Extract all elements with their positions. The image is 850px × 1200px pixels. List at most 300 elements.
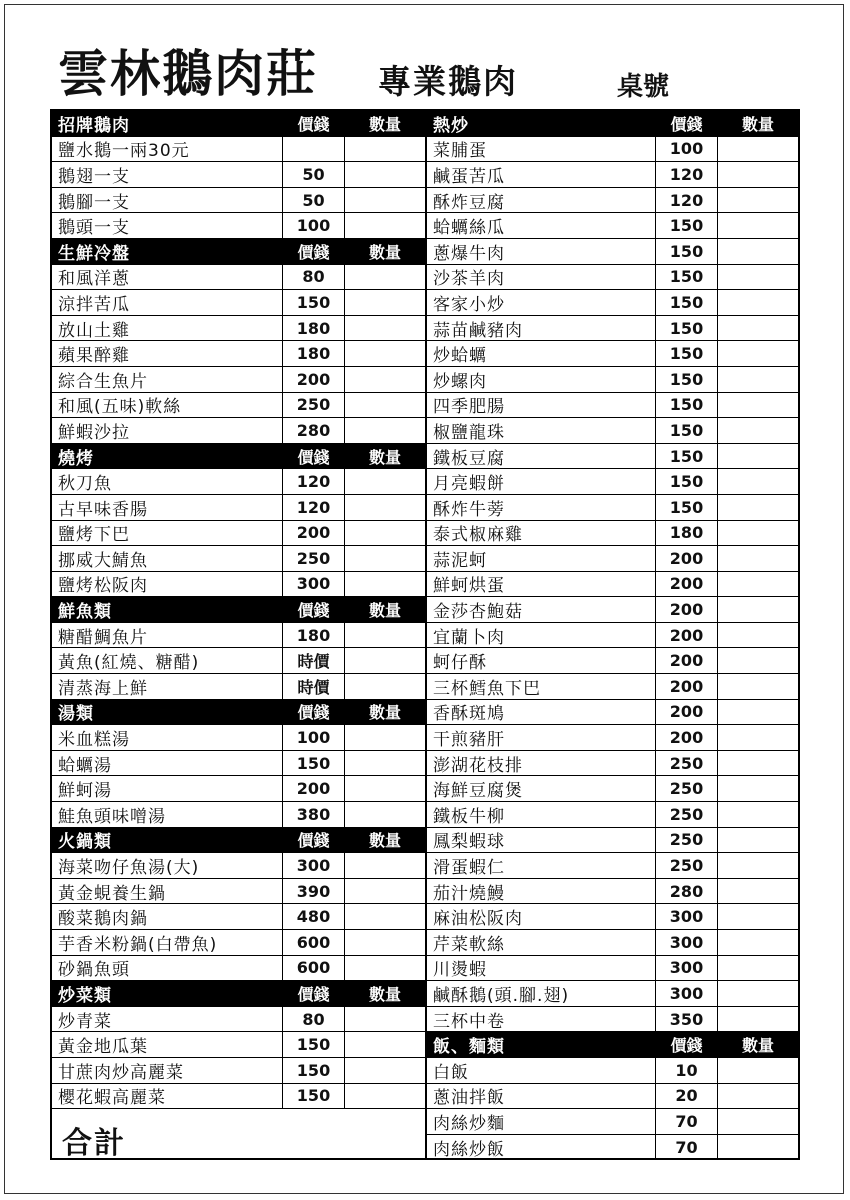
menu-item-row — [52, 1058, 425, 1084]
menu-item-row — [427, 572, 798, 598]
menu-item-name: 炒蛤蠣 — [433, 346, 487, 366]
quantity-field[interactable] — [344, 162, 425, 187]
menu-item-name: 澎湖花枝排 — [433, 755, 523, 776]
menu-item-price: 300 — [655, 956, 717, 981]
menu-item-price: 180 — [282, 316, 344, 341]
menu-item-row — [52, 623, 425, 649]
menu-item-name: 涼拌苦瓜 — [58, 294, 130, 315]
section-title: 火鍋類 — [58, 832, 112, 853]
menu-item-price: 200 — [282, 521, 344, 546]
menu-item-row — [52, 674, 425, 700]
menu-item-row — [427, 904, 798, 930]
quantity-field[interactable] — [717, 802, 798, 827]
menu-item-name: 米血糕湯 — [58, 730, 130, 750]
menu-item-row — [52, 367, 425, 393]
menu-item-name: 蘋果醉雞 — [58, 346, 130, 366]
menu-item-price: 70 — [655, 1135, 717, 1160]
menu-item-name: 宜蘭卜肉 — [433, 627, 505, 648]
quantity-field[interactable] — [344, 1058, 425, 1083]
quantity-field[interactable] — [344, 572, 425, 597]
menu-item-row — [52, 546, 425, 572]
section-header — [52, 597, 425, 623]
menu-item-price: 120 — [282, 469, 344, 494]
menu-item-price: 300 — [655, 904, 717, 929]
menu-item-price: 180 — [282, 623, 344, 648]
menu-item-price: 600 — [282, 956, 344, 981]
menu-item-name: 鮮蚵湯 — [58, 781, 112, 802]
section-header — [52, 700, 425, 726]
menu-item-name: 三杯鱈魚下巴 — [433, 678, 541, 699]
quantity-field[interactable] — [344, 521, 425, 546]
menu-item-row — [427, 367, 798, 393]
menu-item-price: 50 — [282, 162, 344, 187]
menu-item-name: 海鮮豆腐煲 — [433, 781, 523, 802]
menu-item-row — [427, 290, 798, 316]
menu-item-name: 挪威大鯖魚 — [58, 550, 148, 571]
menu-item-row — [52, 648, 425, 674]
quantity-field[interactable] — [344, 341, 425, 366]
price-column-header: 價錢 — [655, 1032, 717, 1057]
menu-item-row — [427, 853, 798, 879]
quantity-field[interactable] — [717, 341, 798, 366]
quantity-field[interactable] — [717, 930, 798, 955]
quantity-column-header: 數量 — [344, 111, 425, 136]
quantity-field[interactable] — [344, 956, 425, 981]
menu-item-row — [427, 393, 798, 419]
menu-item-price: 150 — [655, 341, 717, 366]
menu-item-row — [427, 802, 798, 828]
quantity-field[interactable] — [717, 393, 798, 418]
quantity-column-header: 數量 — [344, 981, 425, 1006]
menu-item-name: 蛤蠣湯 — [58, 755, 112, 776]
menu-item-name: 黃魚(紅燒、糖醋) — [58, 653, 200, 674]
menu-item-price: 200 — [282, 776, 344, 801]
menu-item-name: 香酥斑鳩 — [433, 704, 505, 725]
menu-item-price: 80 — [282, 265, 344, 290]
quantity-field[interactable] — [717, 1135, 798, 1160]
menu-item-name: 蛤蠣絲瓜 — [433, 218, 505, 238]
menu-item-name: 炒青菜 — [58, 1011, 112, 1032]
menu-item-name: 沙茶羊肉 — [433, 269, 505, 290]
quantity-column-header: 數量 — [344, 239, 425, 264]
menu-item-name: 鵝頭一支 — [58, 218, 130, 238]
quantity-field[interactable] — [344, 930, 425, 955]
quantity-field[interactable] — [717, 418, 798, 443]
menu-item-price: 250 — [655, 751, 717, 776]
menu-item-name: 清蒸海上鮮 — [58, 678, 148, 699]
menu-item-row — [52, 1084, 425, 1110]
menu-item-name: 鮮蝦沙拉 — [58, 422, 130, 443]
quantity-field[interactable] — [717, 1058, 798, 1083]
menu-item-name: 茄汁燒鰻 — [433, 883, 505, 904]
menu-item-price: 180 — [655, 521, 717, 546]
menu-item-name: 四季肥腸 — [433, 397, 505, 418]
menu-item-name: 芋香米粉鍋(白帶魚) — [58, 934, 218, 955]
menu-item-name: 黃金地瓜葉 — [58, 1037, 148, 1057]
menu-item-row — [427, 1007, 798, 1033]
price-column-header: 價錢 — [282, 111, 344, 136]
price-column-header: 價錢 — [282, 597, 344, 622]
quantity-field[interactable] — [344, 367, 425, 392]
menu-item-name: 鐵板豆腐 — [433, 448, 505, 469]
menu-item-name: 綜合生魚片 — [58, 371, 148, 392]
table-number-label: 桌號 — [617, 72, 670, 102]
quantity-field[interactable] — [344, 1007, 425, 1032]
menu-item-row — [52, 1032, 425, 1058]
menu-item-row — [427, 956, 798, 982]
quantity-field[interactable] — [717, 572, 798, 597]
quantity-field[interactable] — [344, 418, 425, 443]
menu-item-price: 280 — [282, 418, 344, 443]
quantity-field[interactable] — [717, 188, 798, 213]
quantity-field[interactable] — [717, 1007, 798, 1032]
menu-item-price: 150 — [655, 316, 717, 341]
quantity-column-header: 數量 — [344, 444, 425, 469]
section-title: 招牌鵝肉 — [58, 115, 130, 136]
quantity-field[interactable] — [344, 290, 425, 315]
menu-item-row — [427, 444, 798, 470]
menu-item-name: 蔥爆牛肉 — [433, 243, 505, 264]
menu-item-row — [427, 648, 798, 674]
menu-item-row — [427, 137, 798, 163]
quantity-field[interactable] — [717, 367, 798, 392]
quantity-field[interactable] — [344, 188, 425, 213]
menu-item-name: 肉絲炒飯 — [433, 1139, 505, 1160]
quantity-field[interactable] — [717, 316, 798, 341]
menu-item-name: 白飯 — [433, 1062, 469, 1083]
menu-item-row — [52, 930, 425, 956]
menu-item-price: 100 — [282, 213, 344, 238]
section-title: 炒菜類 — [58, 985, 112, 1006]
section-title: 熱炒 — [433, 115, 469, 136]
menu-item-name: 滑蛋蝦仁 — [433, 858, 505, 878]
menu-item-price: 120 — [282, 495, 344, 520]
menu-item-row — [427, 495, 798, 521]
menu-item-row — [52, 418, 425, 444]
menu-item-row — [427, 316, 798, 342]
menu-item-name: 酸菜鵝肉鍋 — [58, 909, 148, 929]
right-menu-column — [425, 111, 798, 1160]
menu-item-row — [52, 265, 425, 291]
quantity-field[interactable] — [717, 495, 798, 520]
menu-item-name: 泰式椒麻雞 — [433, 525, 523, 546]
menu-item-row — [52, 776, 425, 802]
menu-item-price: 180 — [282, 341, 344, 366]
quantity-field[interactable] — [344, 802, 425, 827]
menu-item-price: 時價 — [282, 674, 344, 699]
menu-item-name: 麻油松阪肉 — [433, 909, 523, 929]
menu-item-price: 250 — [282, 546, 344, 571]
quantity-field[interactable] — [344, 853, 425, 878]
menu-item-row — [427, 1084, 798, 1110]
quantity-field[interactable] — [344, 623, 425, 648]
menu-item-row — [427, 700, 798, 726]
quantity-field[interactable] — [717, 904, 798, 929]
menu-item-name: 蚵仔酥 — [433, 653, 487, 674]
menu-item-row — [427, 1135, 798, 1161]
menu-item-name: 鮮蚵烘蛋 — [433, 576, 505, 597]
section-header — [52, 239, 425, 265]
menu-item-name: 三杯中卷 — [433, 1011, 505, 1032]
menu-item-row — [52, 802, 425, 828]
quantity-field[interactable] — [717, 1084, 798, 1109]
menu-item-row — [52, 725, 425, 751]
menu-item-row — [52, 1007, 425, 1033]
menu-item-row — [52, 213, 425, 239]
menu-item-row — [52, 879, 425, 905]
menu-item-name: 酥炸豆腐 — [433, 192, 505, 213]
menu-item-price: 100 — [282, 725, 344, 750]
menu-item-row — [52, 290, 425, 316]
menu-item-price — [282, 137, 344, 162]
menu-item-price: 390 — [282, 879, 344, 904]
menu-item-row — [427, 213, 798, 239]
menu-item-name: 鳳梨蝦球 — [433, 832, 505, 853]
price-column-header: 價錢 — [282, 828, 344, 853]
menu-item-row — [427, 776, 798, 802]
menu-item-row — [52, 469, 425, 495]
quantity-field[interactable] — [717, 469, 798, 494]
menu-item-row — [52, 495, 425, 521]
menu-item-price: 120 — [655, 162, 717, 187]
menu-item-name: 鮭魚頭味噌湯 — [58, 806, 166, 827]
menu-item-name: 蒜泥蚵 — [433, 550, 487, 571]
section-header — [52, 444, 425, 470]
quantity-field[interactable] — [717, 137, 798, 162]
menu-item-price: 時價 — [282, 648, 344, 673]
menu-item-name: 干煎豬肝 — [433, 730, 505, 750]
quantity-field[interactable] — [344, 546, 425, 571]
quantity-column-header: 數量 — [344, 828, 425, 853]
quantity-field[interactable] — [717, 546, 798, 571]
menu-item-price: 150 — [655, 265, 717, 290]
menu-item-price: 150 — [655, 393, 717, 418]
quantity-field[interactable] — [344, 495, 425, 520]
menu-item-price: 200 — [655, 648, 717, 673]
menu-item-price: 150 — [655, 469, 717, 494]
menu-item-name: 古早味香腸 — [58, 499, 148, 520]
quantity-column-header: 數量 — [344, 597, 425, 622]
menu-item-row — [52, 904, 425, 930]
menu-item-name: 砂鍋魚頭 — [58, 960, 130, 981]
quantity-field[interactable] — [344, 879, 425, 904]
menu-item-name: 和風洋蔥 — [58, 269, 130, 290]
menu-item-name: 酥炸牛蒡 — [433, 499, 505, 520]
quantity-field[interactable] — [344, 137, 425, 162]
menu-item-name: 客家小炒 — [433, 294, 505, 315]
menu-item-name: 鹽水鵝一兩30元 — [58, 141, 190, 162]
quantity-field[interactable] — [717, 956, 798, 981]
quantity-field[interactable] — [344, 776, 425, 801]
menu-item-price: 300 — [282, 572, 344, 597]
quantity-field[interactable] — [344, 393, 425, 418]
section-header — [52, 111, 425, 137]
menu-item-name: 秋刀魚 — [58, 474, 112, 494]
menu-item-name: 肉絲炒麵 — [433, 1113, 505, 1134]
menu-item-row — [427, 828, 798, 854]
quantity-field[interactable] — [344, 1032, 425, 1057]
menu-item-name: 糖醋鯛魚片 — [58, 627, 148, 648]
total-label: 合計 — [62, 1125, 126, 1161]
section-title: 燒烤 — [58, 448, 94, 469]
menu-item-row — [52, 162, 425, 188]
quantity-field[interactable] — [344, 648, 425, 673]
menu-item-price: 150 — [655, 495, 717, 520]
menu-item-price: 200 — [655, 725, 717, 750]
menu-item-row — [427, 188, 798, 214]
menu-item-price: 100 — [655, 137, 717, 162]
quantity-field[interactable] — [344, 265, 425, 290]
quantity-column-header: 數量 — [717, 111, 798, 136]
menu-item-name: 鹽烤松阪肉 — [58, 576, 148, 597]
restaurant-name: 雲林鵝肉莊 — [58, 45, 318, 103]
quantity-field[interactable] — [344, 469, 425, 494]
quantity-field[interactable] — [717, 725, 798, 750]
menu-item-name: 和風(五味)軟絲 — [58, 397, 182, 418]
left-menu-column — [52, 111, 425, 1109]
quantity-field[interactable] — [717, 290, 798, 315]
menu-item-row — [427, 546, 798, 572]
menu-item-price: 480 — [282, 904, 344, 929]
menu-item-price: 380 — [282, 802, 344, 827]
quantity-column-header: 數量 — [344, 700, 425, 725]
menu-item-name: 蒜苗鹹豬肉 — [433, 320, 523, 341]
menu-item-row — [52, 853, 425, 879]
quantity-field[interactable] — [717, 162, 798, 187]
menu-item-price: 200 — [655, 572, 717, 597]
menu-item-name: 櫻花蝦高麗菜 — [58, 1088, 166, 1109]
menu-item-name: 鹽烤下巴 — [58, 525, 130, 546]
quantity-field[interactable] — [717, 623, 798, 648]
quantity-field[interactable] — [344, 1084, 425, 1109]
menu-item-name: 月亮蝦餅 — [433, 474, 505, 494]
menu-item-row — [52, 956, 425, 982]
menu-item-price: 150 — [282, 1058, 344, 1083]
menu-item-name: 鹹酥鵝(頭.腳.翅) — [433, 985, 570, 1006]
section-title: 湯類 — [58, 704, 94, 725]
menu-item-name: 炒螺肉 — [433, 371, 487, 392]
menu-item-price: 250 — [655, 828, 717, 853]
menu-item-price: 250 — [282, 393, 344, 418]
menu-item-price: 50 — [282, 188, 344, 213]
quantity-field[interactable] — [717, 674, 798, 699]
menu-item-price: 150 — [655, 239, 717, 264]
menu-item-row — [52, 521, 425, 547]
section-header — [427, 1032, 798, 1058]
quantity-field[interactable] — [717, 879, 798, 904]
menu-item-name: 黃金蜆養生鍋 — [58, 883, 166, 904]
order-form — [50, 109, 800, 1160]
quantity-field[interactable] — [717, 597, 798, 622]
menu-item-row — [427, 341, 798, 367]
menu-item-price: 350 — [655, 1007, 717, 1032]
menu-item-row — [427, 265, 798, 291]
menu-item-price: 150 — [282, 1084, 344, 1109]
menu-item-name: 鵝腳一支 — [58, 192, 130, 213]
menu-item-row — [427, 1058, 798, 1084]
menu-item-name: 鐵板牛柳 — [433, 806, 505, 827]
price-column-header: 價錢 — [655, 111, 717, 136]
menu-item-price: 10 — [655, 1058, 717, 1083]
price-column-header: 價錢 — [282, 444, 344, 469]
menu-item-row — [52, 188, 425, 214]
restaurant-tagline: 專業鵝肉 — [378, 62, 518, 101]
total-box[interactable] — [52, 1119, 425, 1160]
menu-item-name: 海菜吻仔魚湯(大) — [58, 858, 200, 878]
menu-item-price: 150 — [655, 418, 717, 443]
menu-item-price: 150 — [655, 367, 717, 392]
menu-item-price: 250 — [655, 802, 717, 827]
menu-item-row — [427, 1109, 798, 1135]
quantity-field[interactable] — [344, 904, 425, 929]
quantity-field[interactable] — [344, 213, 425, 238]
menu-item-name: 蔥油拌飯 — [433, 1088, 505, 1109]
menu-item-name: 川燙蝦 — [433, 960, 487, 981]
quantity-field[interactable] — [717, 444, 798, 469]
quantity-field[interactable] — [717, 648, 798, 673]
quantity-field[interactable] — [717, 776, 798, 801]
menu-item-row — [52, 572, 425, 598]
quantity-column-header: 數量 — [717, 1032, 798, 1057]
menu-item-price: 600 — [282, 930, 344, 955]
menu-item-row — [52, 341, 425, 367]
menu-item-row — [427, 521, 798, 547]
quantity-field[interactable] — [344, 751, 425, 776]
menu-item-name: 椒鹽龍珠 — [433, 422, 505, 443]
quantity-field[interactable] — [717, 1109, 798, 1134]
menu-item-price: 150 — [655, 290, 717, 315]
menu-item-price: 300 — [282, 853, 344, 878]
quantity-field[interactable] — [344, 316, 425, 341]
menu-item-price: 200 — [282, 367, 344, 392]
quantity-field[interactable] — [717, 981, 798, 1006]
quantity-field[interactable] — [717, 521, 798, 546]
quantity-field[interactable] — [717, 853, 798, 878]
menu-item-price: 300 — [655, 930, 717, 955]
menu-item-price: 150 — [282, 290, 344, 315]
quantity-field[interactable] — [717, 700, 798, 725]
menu-item-row — [427, 418, 798, 444]
menu-item-price: 150 — [655, 213, 717, 238]
menu-item-row — [427, 930, 798, 956]
quantity-field[interactable] — [717, 751, 798, 776]
quantity-field[interactable] — [344, 725, 425, 750]
section-title: 生鮮冷盤 — [58, 243, 130, 264]
menu-item-price: 250 — [655, 776, 717, 801]
price-column-header: 價錢 — [282, 700, 344, 725]
quantity-field[interactable] — [344, 674, 425, 699]
menu-item-name: 菜脯蛋 — [433, 141, 487, 162]
menu-item-row — [427, 623, 798, 649]
section-title: 鮮魚類 — [58, 602, 112, 622]
menu-item-price: 150 — [282, 1032, 344, 1057]
quantity-field[interactable] — [717, 828, 798, 853]
menu-item-row — [427, 239, 798, 265]
section-header — [52, 981, 425, 1007]
menu-item-price: 280 — [655, 879, 717, 904]
menu-item-price: 200 — [655, 546, 717, 571]
menu-item-name: 鵝翅一支 — [58, 166, 130, 187]
menu-item-price: 150 — [655, 444, 717, 469]
menu-item-price: 20 — [655, 1084, 717, 1109]
menu-item-row — [427, 879, 798, 905]
quantity-field[interactable] — [717, 213, 798, 238]
quantity-field[interactable] — [717, 265, 798, 290]
quantity-field[interactable] — [717, 239, 798, 264]
menu-item-row — [52, 316, 425, 342]
menu-item-row — [427, 751, 798, 777]
menu-item-row — [52, 393, 425, 419]
